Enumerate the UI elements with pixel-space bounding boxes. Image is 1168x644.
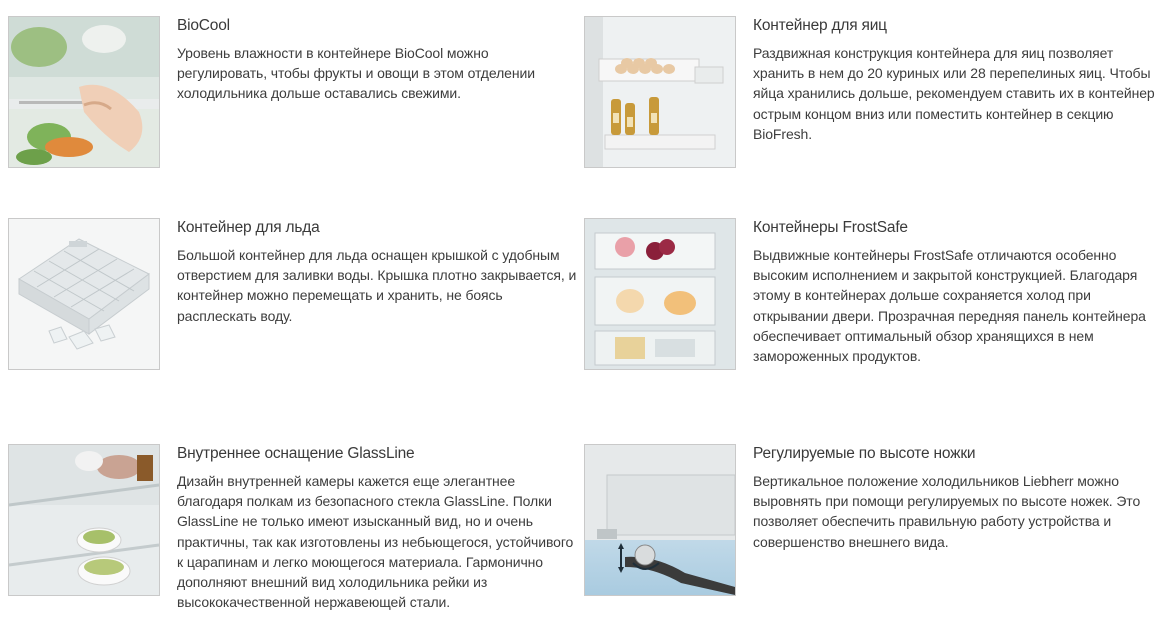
glassline-image bbox=[8, 444, 160, 596]
biocool-image bbox=[8, 16, 160, 168]
feature-title: Контейнеры FrostSafe bbox=[753, 219, 908, 236]
feature-description: Большой контейнер для льда оснащен крышкой с удобным отверстием для заливки воды. Крышка плотно закрывается, и контейнер можно перемещать и хранить, не боясь расплескать воду. bbox=[177, 247, 577, 324]
feature-title: Контейнер для льда bbox=[177, 219, 320, 236]
feature-description: Уровень влажности в контейнере BioCool можно регулировать, чтобы фрукты и овощи в этом отделении холодильника дольше оставались свежими. bbox=[177, 45, 535, 102]
egg-container-image bbox=[584, 16, 736, 168]
feature-glassline bbox=[8, 444, 578, 644]
feature-egg-container bbox=[584, 16, 1154, 216]
feature-description: Раздвижная конструкция контейнера для яиц позволяет хранить в нем до 20 куриных или 28 перепелиных яиц. Чтобы яйца хранились дольше, рекомендуем ставить их в контейнер острым концом вниз или поместить контейнер в секцию BioFresh. bbox=[753, 45, 1155, 142]
feature-title: Внутреннее оснащение GlassLine bbox=[177, 445, 415, 462]
frostsafe-image bbox=[584, 218, 736, 370]
feature-description: Вертикальное положение холодильников Liebherr можно выровнять при помощи регулируемых по высоте ножек. Это позволяет обеспечить правильную работу устройства и совершенство внешнего вида. bbox=[753, 473, 1141, 550]
ice-container-image bbox=[8, 218, 160, 370]
feature-adjustable-feet bbox=[584, 444, 1154, 644]
feature-description: Дизайн внутренней камеры кажется еще элегантнее благодаря полкам из безопасного стекла GlassLine. Полки GlassLine не только имеют изысканный вид, но и очень практичны, так как изготовлены из небьющегося, устойчивого к царапинам и легко моющегося материала. Гармонично дополняют внешний вид холодильника рейки из высококачественной нержавеющей стали. bbox=[177, 473, 574, 611]
feature-description: Выдвижные контейнеры FrostSafe отличаются особенно высоким исполнением и закрытой конструкцией. Благодаря этому в контейнерах дольше сохраняется холод при открывании двери. Прозрачная передняя панель контейнера обеспечивает оптимальный обзор хранящихся в нем замороженных продуктов. bbox=[753, 247, 1146, 365]
feature-title: BioCool bbox=[177, 17, 230, 34]
adjustable-feet-image bbox=[584, 444, 736, 596]
feature-title: Регулируемые по высоте ножки bbox=[753, 445, 976, 462]
feature-frostsafe bbox=[584, 218, 1154, 418]
feature-title: Контейнер для яиц bbox=[753, 17, 887, 34]
feature-biocool bbox=[8, 16, 578, 216]
feature-ice-container bbox=[8, 218, 578, 418]
